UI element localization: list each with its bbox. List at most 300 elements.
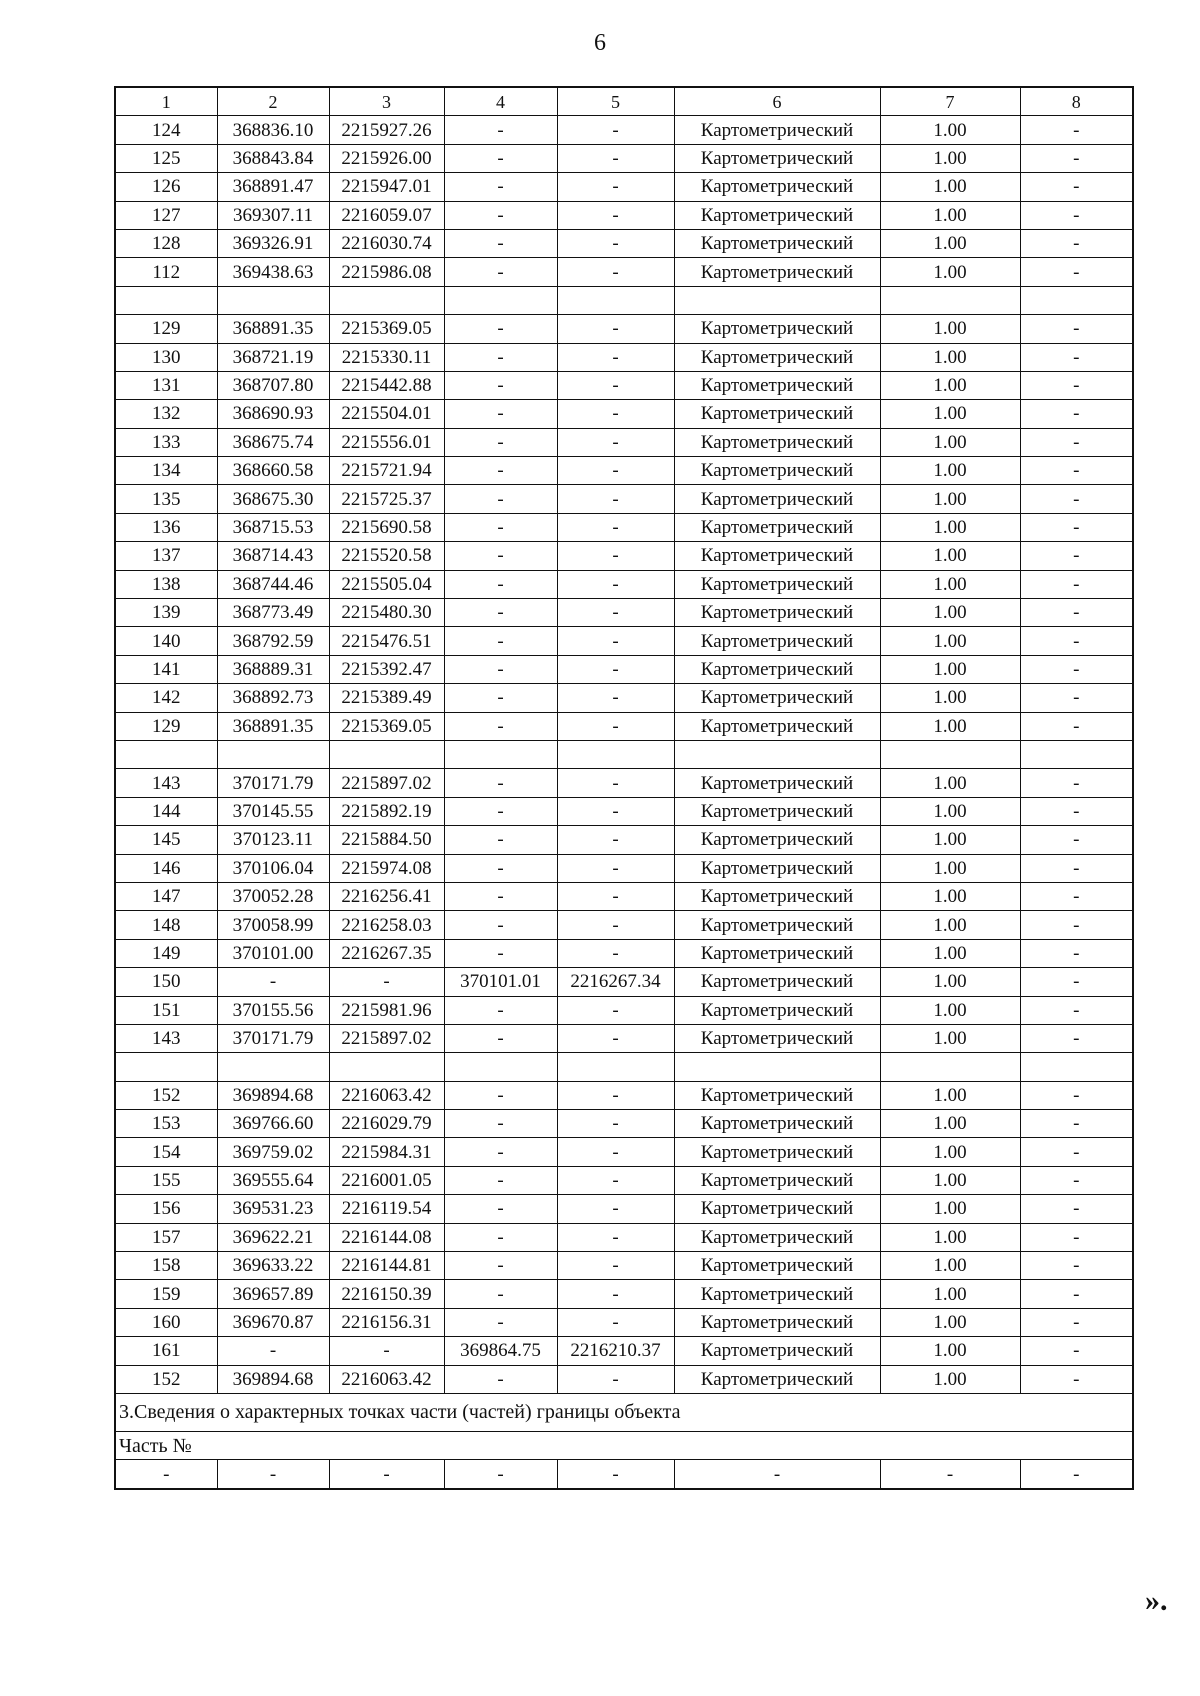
table-cell-col-7: 1.00 bbox=[880, 513, 1020, 541]
table-cell-col-5: 5 bbox=[557, 87, 674, 116]
table-cell-col-5: - bbox=[557, 1365, 674, 1393]
table-cell-col-6: Картометрический bbox=[674, 485, 880, 513]
table-row bbox=[115, 1110, 1133, 1138]
table-cell-col-8: - bbox=[1020, 1110, 1133, 1138]
table-cell-col-7: 1.00 bbox=[880, 1365, 1020, 1393]
table-cell-col-6: Картометрический bbox=[674, 655, 880, 683]
table-cell-col-1: 151 bbox=[115, 996, 217, 1024]
table-cell-col-2: 2 bbox=[217, 87, 329, 116]
table-cell-col-6: Картометрический bbox=[674, 400, 880, 428]
table-cell-col-4: - bbox=[444, 1460, 557, 1489]
table-cell-col-5: - bbox=[557, 144, 674, 172]
table-cell-col-4: - bbox=[444, 144, 557, 172]
table-cell-col-4: - bbox=[444, 201, 557, 229]
table-cell-col-5: 2216267.34 bbox=[557, 968, 674, 996]
table-cell-col-7: 1.00 bbox=[880, 1195, 1020, 1223]
table-cell-col-7: 1.00 bbox=[880, 343, 1020, 371]
table-cell-col-5: - bbox=[557, 428, 674, 456]
table-cell-col-8: - bbox=[1020, 485, 1133, 513]
table-cell-col-7 bbox=[880, 1053, 1020, 1081]
table-cell-col-3: 2215476.51 bbox=[329, 627, 444, 655]
table-cell-col-2: 368744.46 bbox=[217, 570, 329, 598]
table-cell-col-6: Картометрический bbox=[674, 116, 880, 144]
table-cell-col-4: - bbox=[444, 457, 557, 485]
table-cell-col-2: 370145.55 bbox=[217, 797, 329, 825]
table-cell-col-8: - bbox=[1020, 570, 1133, 598]
table-cell-col-2: 368675.30 bbox=[217, 485, 329, 513]
table-cell-col-1: 129 bbox=[115, 712, 217, 740]
table-cell-col-1: 150 bbox=[115, 968, 217, 996]
table-cell-col-8 bbox=[1020, 740, 1133, 768]
table-cell-col-5: - bbox=[557, 513, 674, 541]
table-cell-col-4: - bbox=[444, 712, 557, 740]
table-cell-col-8: - bbox=[1020, 996, 1133, 1024]
table-cell-col-1: 146 bbox=[115, 854, 217, 882]
table-cell-col-6: Картометрический bbox=[674, 457, 880, 485]
table-cell-col-7: 1.00 bbox=[880, 485, 1020, 513]
table-cell-col-8: - bbox=[1020, 1166, 1133, 1194]
table-cell-col-6: Картометрический bbox=[674, 996, 880, 1024]
table-cell-col-8: - bbox=[1020, 542, 1133, 570]
table-cell-col-7: 1.00 bbox=[880, 826, 1020, 854]
table-cell-col-1: 142 bbox=[115, 684, 217, 712]
table-cell-col-3: 2215442.88 bbox=[329, 371, 444, 399]
table-cell-col-6: Картометрический bbox=[674, 542, 880, 570]
table-cell-col-3: 2216144.81 bbox=[329, 1252, 444, 1280]
table-cell-col-8: - bbox=[1020, 826, 1133, 854]
table-cell-col-7: 1.00 bbox=[880, 1252, 1020, 1280]
table-cell-col-5: - bbox=[557, 457, 674, 485]
table-cell-col-8: - bbox=[1020, 1081, 1133, 1109]
table-cell-col-2: 368891.35 bbox=[217, 315, 329, 343]
table-header-row bbox=[115, 87, 1133, 116]
table-row bbox=[115, 627, 1133, 655]
table-row bbox=[115, 457, 1133, 485]
table-cell-col-3: 2215505.04 bbox=[329, 570, 444, 598]
table-cell-col-3 bbox=[329, 740, 444, 768]
table-cell-col-6: Картометрический bbox=[674, 882, 880, 910]
table-cell-col-3: 2215947.01 bbox=[329, 173, 444, 201]
table-cell-col-6: Картометрический bbox=[674, 258, 880, 286]
table-cell-col-7: 1.00 bbox=[880, 144, 1020, 172]
table-cell-col-8 bbox=[1020, 286, 1133, 314]
table-cell-col-4: - bbox=[444, 1252, 557, 1280]
table-cell-col-4: - bbox=[444, 655, 557, 683]
table-cell-col-6: Картометрический bbox=[674, 1308, 880, 1336]
table-cell-col-2: 370123.11 bbox=[217, 826, 329, 854]
table-row bbox=[115, 769, 1133, 797]
table-cell-col-5: - bbox=[557, 655, 674, 683]
table-cell-col-2: 368707.80 bbox=[217, 371, 329, 399]
table-cell-col-6: Картометрический bbox=[674, 173, 880, 201]
table-cell-col-4: - bbox=[444, 882, 557, 910]
table-cell-col-1: 137 bbox=[115, 542, 217, 570]
table-cell-col-4: - bbox=[444, 258, 557, 286]
table-cell-col-2: 368889.31 bbox=[217, 655, 329, 683]
table-cell-col-1 bbox=[115, 286, 217, 314]
table-cell-col-2: 368792.59 bbox=[217, 627, 329, 655]
table-cell-col-3: 2216256.41 bbox=[329, 882, 444, 910]
table-cell-col-5: - bbox=[557, 201, 674, 229]
table-cell-col-8: - bbox=[1020, 1223, 1133, 1251]
table-cell-col-4 bbox=[444, 740, 557, 768]
table-cell-col-3: 2215986.08 bbox=[329, 258, 444, 286]
table-cell-col-4: - bbox=[444, 1195, 557, 1223]
table-cell-col-4: - bbox=[444, 542, 557, 570]
table-cell-col-7: 1.00 bbox=[880, 229, 1020, 257]
table-cell-col-1: 124 bbox=[115, 116, 217, 144]
table-row bbox=[115, 286, 1133, 314]
table-cell-col-1: 152 bbox=[115, 1365, 217, 1393]
table-cell-col-3 bbox=[329, 286, 444, 314]
table-cell-col-7: 1.00 bbox=[880, 1223, 1020, 1251]
table-cell-col-3: 2215897.02 bbox=[329, 769, 444, 797]
table-cell-col-3: - bbox=[329, 1337, 444, 1365]
table-cell-col-4: - bbox=[444, 428, 557, 456]
table-cell-col-3: 2216119.54 bbox=[329, 1195, 444, 1223]
table-cell-col-6 bbox=[674, 740, 880, 768]
coordinates-table bbox=[114, 86, 1134, 1490]
table-cell-col-8: 8 bbox=[1020, 87, 1133, 116]
table-cell-col-7: 1.00 bbox=[880, 1110, 1020, 1138]
table-row bbox=[115, 1166, 1133, 1194]
table-cell-col-8: - bbox=[1020, 911, 1133, 939]
table-cell-col-1: 154 bbox=[115, 1138, 217, 1166]
section-title-row bbox=[115, 1393, 1133, 1431]
table-cell-col-7: 1.00 bbox=[880, 1280, 1020, 1308]
table-cell-col-2: 369326.91 bbox=[217, 229, 329, 257]
table-cell-col-2: 369766.60 bbox=[217, 1110, 329, 1138]
table-cell-col-8: - bbox=[1020, 173, 1133, 201]
table-cell-col-5: - bbox=[557, 173, 674, 201]
table-cell-col-6: Картометрический bbox=[674, 1252, 880, 1280]
table-cell-col-8: - bbox=[1020, 258, 1133, 286]
table-cell-col-4: - bbox=[444, 570, 557, 598]
table-cell-col-1: 133 bbox=[115, 428, 217, 456]
table-cell-col-5: - bbox=[557, 911, 674, 939]
table-cell-col-3: 2216156.31 bbox=[329, 1308, 444, 1336]
table-cell-col-2: 369622.21 bbox=[217, 1223, 329, 1251]
table-cell-col-8: - bbox=[1020, 1460, 1133, 1489]
table-cell-col-5: - bbox=[557, 400, 674, 428]
table-cell-col-2: 368773.49 bbox=[217, 599, 329, 627]
table-cell-col-2: 368660.58 bbox=[217, 457, 329, 485]
table-cell-col-7: 1.00 bbox=[880, 1138, 1020, 1166]
table-row bbox=[115, 797, 1133, 825]
table-cell-col-5: - bbox=[557, 797, 674, 825]
table-cell-col-1: 141 bbox=[115, 655, 217, 683]
table-cell-col-2: 369657.89 bbox=[217, 1280, 329, 1308]
table-cell-col-7: 1.00 bbox=[880, 315, 1020, 343]
table-cell-col-2: 370052.28 bbox=[217, 882, 329, 910]
table-row bbox=[115, 343, 1133, 371]
table-cell-col-3 bbox=[329, 1053, 444, 1081]
table-cell-col-1: 152 bbox=[115, 1081, 217, 1109]
table-cell-col-5: - bbox=[557, 854, 674, 882]
table-cell-col-3: 2215369.05 bbox=[329, 712, 444, 740]
table-cell-col-6: Картометрический bbox=[674, 1337, 880, 1365]
table-cell-col-2: 369894.68 bbox=[217, 1081, 329, 1109]
table-cell-col-6: Картометрический bbox=[674, 144, 880, 172]
table-cell-col-3: 2216001.05 bbox=[329, 1166, 444, 1194]
table-cell-col-1: 149 bbox=[115, 939, 217, 967]
table-row bbox=[115, 826, 1133, 854]
table-cell-col-5: - bbox=[557, 229, 674, 257]
table-cell-col-5: - bbox=[557, 769, 674, 797]
table-cell-col-8: - bbox=[1020, 1195, 1133, 1223]
table-row bbox=[115, 144, 1133, 172]
table-cell-col-3: 2216063.42 bbox=[329, 1081, 444, 1109]
table-cell-col-4: - bbox=[444, 229, 557, 257]
table-cell-col-7: 1.00 bbox=[880, 371, 1020, 399]
table-cell-col-5: - bbox=[557, 1081, 674, 1109]
table-row bbox=[115, 400, 1133, 428]
table-cell-col-5 bbox=[557, 740, 674, 768]
page-number: 6 bbox=[594, 30, 606, 56]
table-cell-col-1: 157 bbox=[115, 1223, 217, 1251]
table-cell-col-1 bbox=[115, 740, 217, 768]
table-cell-col-2: 369894.68 bbox=[217, 1365, 329, 1393]
table-cell-col-1: 112 bbox=[115, 258, 217, 286]
table-cell-col-3: 2216059.07 bbox=[329, 201, 444, 229]
table-row bbox=[115, 201, 1133, 229]
table-row bbox=[115, 1252, 1133, 1280]
table-cell-col-4: - bbox=[444, 1166, 557, 1194]
table-cell-col-6: - bbox=[674, 1460, 880, 1489]
table-cell-col-5: - bbox=[557, 1223, 674, 1251]
table-cell-col-4: - bbox=[444, 485, 557, 513]
table-row bbox=[115, 116, 1133, 144]
table-cell-col-8: - bbox=[1020, 1308, 1133, 1336]
table-cell-col-1: 127 bbox=[115, 201, 217, 229]
table-cell-col-8: - bbox=[1020, 1138, 1133, 1166]
table-row bbox=[115, 1053, 1133, 1081]
table-cell-col-5: - bbox=[557, 826, 674, 854]
table-cell-col-4: - bbox=[444, 911, 557, 939]
table-cell-col-8: - bbox=[1020, 797, 1133, 825]
table-cell-col-7: 1.00 bbox=[880, 1081, 1020, 1109]
table-cell-col-2: 368690.93 bbox=[217, 400, 329, 428]
table-cell-col-7: 7 bbox=[880, 87, 1020, 116]
table-cell-col-3: 2215389.49 bbox=[329, 684, 444, 712]
table-cell-col-3: 2216144.08 bbox=[329, 1223, 444, 1251]
table-cell-col-4: - bbox=[444, 1138, 557, 1166]
table-row bbox=[115, 882, 1133, 910]
table-cell-col-2: 368675.74 bbox=[217, 428, 329, 456]
table-cell-col-7: 1.00 bbox=[880, 854, 1020, 882]
table-cell-col-5: - bbox=[557, 1024, 674, 1052]
table-row bbox=[115, 911, 1133, 939]
table-cell-col-5: - bbox=[557, 939, 674, 967]
table-cell-col-1: 125 bbox=[115, 144, 217, 172]
table-cell-col-5: - bbox=[557, 1110, 674, 1138]
table-cell-col-6: Картометрический bbox=[674, 712, 880, 740]
table-row bbox=[115, 513, 1133, 541]
table-cell-col-5: 2216210.37 bbox=[557, 1337, 674, 1365]
table-cell-col-2: 368714.43 bbox=[217, 542, 329, 570]
table-cell-col-4: - bbox=[444, 854, 557, 882]
table-cell-col-6: Картометрический bbox=[674, 1081, 880, 1109]
table-cell-col-3: 2216030.74 bbox=[329, 229, 444, 257]
table-row bbox=[115, 599, 1133, 627]
table-cell-col-8: - bbox=[1020, 1252, 1133, 1280]
table-cell-col-3: 2216267.35 bbox=[329, 939, 444, 967]
table-cell-col-2: 369438.63 bbox=[217, 258, 329, 286]
table-cell-col-6: Картометрический bbox=[674, 911, 880, 939]
table-cell-col-6: Картометрический bbox=[674, 1110, 880, 1138]
table-cell-col-5: - bbox=[557, 1138, 674, 1166]
table-cell-col-5 bbox=[557, 286, 674, 314]
table-cell-col-2: 370058.99 bbox=[217, 911, 329, 939]
table-cell-col-8: - bbox=[1020, 144, 1133, 172]
table-cell-col-3: 2215884.50 bbox=[329, 826, 444, 854]
table-cell-col-4: - bbox=[444, 371, 557, 399]
table-cell-col-7: 1.00 bbox=[880, 1337, 1020, 1365]
table-cell-col-2: 368721.19 bbox=[217, 343, 329, 371]
table-cell-col-5: - bbox=[557, 258, 674, 286]
table-cell-col-7: 1.00 bbox=[880, 769, 1020, 797]
table-cell-col-7: 1.00 bbox=[880, 400, 1020, 428]
table-row bbox=[115, 1308, 1133, 1336]
table-cell-col-3: 2215974.08 bbox=[329, 854, 444, 882]
table-row bbox=[115, 229, 1133, 257]
table-cell-col-7: 1.00 bbox=[880, 797, 1020, 825]
table-cell-col-4: - bbox=[444, 513, 557, 541]
table-cell-col-4: - bbox=[444, 1110, 557, 1138]
table-cell-col-5: - bbox=[557, 1308, 674, 1336]
table-cell-col-4: - bbox=[444, 599, 557, 627]
table-cell-col-7: 1.00 bbox=[880, 968, 1020, 996]
table-cell-col-2: - bbox=[217, 1337, 329, 1365]
table-cell-col-5: - bbox=[557, 996, 674, 1024]
table-cell-col-8 bbox=[1020, 1053, 1133, 1081]
table-cell-col-6: Картометрический bbox=[674, 1223, 880, 1251]
table-cell-col-7: 1.00 bbox=[880, 428, 1020, 456]
table-cell-col-8: - bbox=[1020, 201, 1133, 229]
table-row bbox=[115, 712, 1133, 740]
table-cell-col-6 bbox=[674, 286, 880, 314]
table-row bbox=[115, 315, 1133, 343]
table-cell-col-7: 1.00 bbox=[880, 1024, 1020, 1052]
table-cell-col-2 bbox=[217, 740, 329, 768]
table-cell-col-3: 2215981.96 bbox=[329, 996, 444, 1024]
table-cell-col-1: 128 bbox=[115, 229, 217, 257]
table-cell-col-2: 368892.73 bbox=[217, 684, 329, 712]
table-cell-col-1: 143 bbox=[115, 769, 217, 797]
table-cell-col-2: 368836.10 bbox=[217, 116, 329, 144]
table-cell-col-4: - bbox=[444, 315, 557, 343]
table-cell-col-5: - bbox=[557, 116, 674, 144]
table-cell-col-8: - bbox=[1020, 882, 1133, 910]
table-cell-col-3: 2215984.31 bbox=[329, 1138, 444, 1166]
table-cell-col-1: 129 bbox=[115, 315, 217, 343]
table-cell-col-6: Картометрический bbox=[674, 1365, 880, 1393]
closing-quote-mark: ». bbox=[1145, 1584, 1168, 1617]
table-cell-col-6: Картометрический bbox=[674, 315, 880, 343]
table-row bbox=[115, 1280, 1133, 1308]
table-cell-col-6: Картометрический bbox=[674, 428, 880, 456]
table-row bbox=[115, 428, 1133, 456]
table-cell-col-6: Картометрический bbox=[674, 968, 880, 996]
table-cell-col-5 bbox=[557, 1053, 674, 1081]
table-cell-col-8: - bbox=[1020, 655, 1133, 683]
table-row bbox=[115, 1081, 1133, 1109]
table-cell-col-8: - bbox=[1020, 627, 1133, 655]
table-cell-col-4: 369864.75 bbox=[444, 1337, 557, 1365]
table-cell-col-6: Картометрический bbox=[674, 684, 880, 712]
table-cell-col-8: - bbox=[1020, 315, 1133, 343]
table-cell-col-7: 1.00 bbox=[880, 627, 1020, 655]
table-cell-col-7 bbox=[880, 286, 1020, 314]
table-cell-col-6: Картометрический bbox=[674, 201, 880, 229]
table-cell-col-1: 143 bbox=[115, 1024, 217, 1052]
table-cell-col-5: - bbox=[557, 712, 674, 740]
table-cell-col-2: 369759.02 bbox=[217, 1138, 329, 1166]
table-row bbox=[115, 740, 1133, 768]
table-cell-col-2: 370101.00 bbox=[217, 939, 329, 967]
table-cell-col-7: 1.00 bbox=[880, 655, 1020, 683]
table-cell-col-2: 369633.22 bbox=[217, 1252, 329, 1280]
table-row-empty-part bbox=[115, 1460, 1133, 1489]
table-row bbox=[115, 854, 1133, 882]
table-cell-col-4: - bbox=[444, 797, 557, 825]
table-cell-col-2 bbox=[217, 286, 329, 314]
table-cell-col-4: 370101.01 bbox=[444, 968, 557, 996]
table-cell-col-4: 4 bbox=[444, 87, 557, 116]
table-cell-col-8: - bbox=[1020, 684, 1133, 712]
table-row bbox=[115, 968, 1133, 996]
table-cell-col-3: - bbox=[329, 968, 444, 996]
table-cell-col-7: 1.00 bbox=[880, 882, 1020, 910]
table-cell-col-7: 1.00 bbox=[880, 542, 1020, 570]
table-cell-col-2: 370171.79 bbox=[217, 1024, 329, 1052]
table-cell-col-1: 147 bbox=[115, 882, 217, 910]
table-cell-col-2: 369555.64 bbox=[217, 1166, 329, 1194]
table-cell-col-6: Картометрический bbox=[674, 229, 880, 257]
table-cell-col-5: - bbox=[557, 542, 674, 570]
table-cell-col-6: Картометрический bbox=[674, 1195, 880, 1223]
table-cell-col-6: Картометрический bbox=[674, 1280, 880, 1308]
table-cell-col-3: 2215725.37 bbox=[329, 485, 444, 513]
table-cell-col-1: 148 bbox=[115, 911, 217, 939]
table-cell-col-7: - bbox=[880, 1460, 1020, 1489]
table-cell-col-6: Картометрический bbox=[674, 570, 880, 598]
table-row bbox=[115, 1195, 1133, 1223]
table-cell-col-5: - bbox=[557, 485, 674, 513]
table-row bbox=[115, 684, 1133, 712]
table-cell-col-8: - bbox=[1020, 769, 1133, 797]
table-cell-col-7: 1.00 bbox=[880, 457, 1020, 485]
table-cell-col-5: - bbox=[557, 343, 674, 371]
table-cell-col-1: 155 bbox=[115, 1166, 217, 1194]
table-row bbox=[115, 1024, 1133, 1052]
table-cell-col-1: 134 bbox=[115, 457, 217, 485]
table-cell-col-6: Картометрический bbox=[674, 513, 880, 541]
table-cell-col-2: 369670.87 bbox=[217, 1308, 329, 1336]
table-cell-col-5: - bbox=[557, 1195, 674, 1223]
table-row bbox=[115, 542, 1133, 570]
table-cell-col-5: - bbox=[557, 371, 674, 399]
table-row bbox=[115, 996, 1133, 1024]
table-cell-col-3: 2216063.42 bbox=[329, 1365, 444, 1393]
table-cell-col-3: 2216150.39 bbox=[329, 1280, 444, 1308]
table-cell-col-4: - bbox=[444, 826, 557, 854]
table-cell-col-6: Картометрический bbox=[674, 343, 880, 371]
table-cell-col-5: - bbox=[557, 1252, 674, 1280]
table-cell-col-6 bbox=[674, 1053, 880, 1081]
table-cell-col-6: Картометрический bbox=[674, 1138, 880, 1166]
table-cell-col-8: - bbox=[1020, 1024, 1133, 1052]
